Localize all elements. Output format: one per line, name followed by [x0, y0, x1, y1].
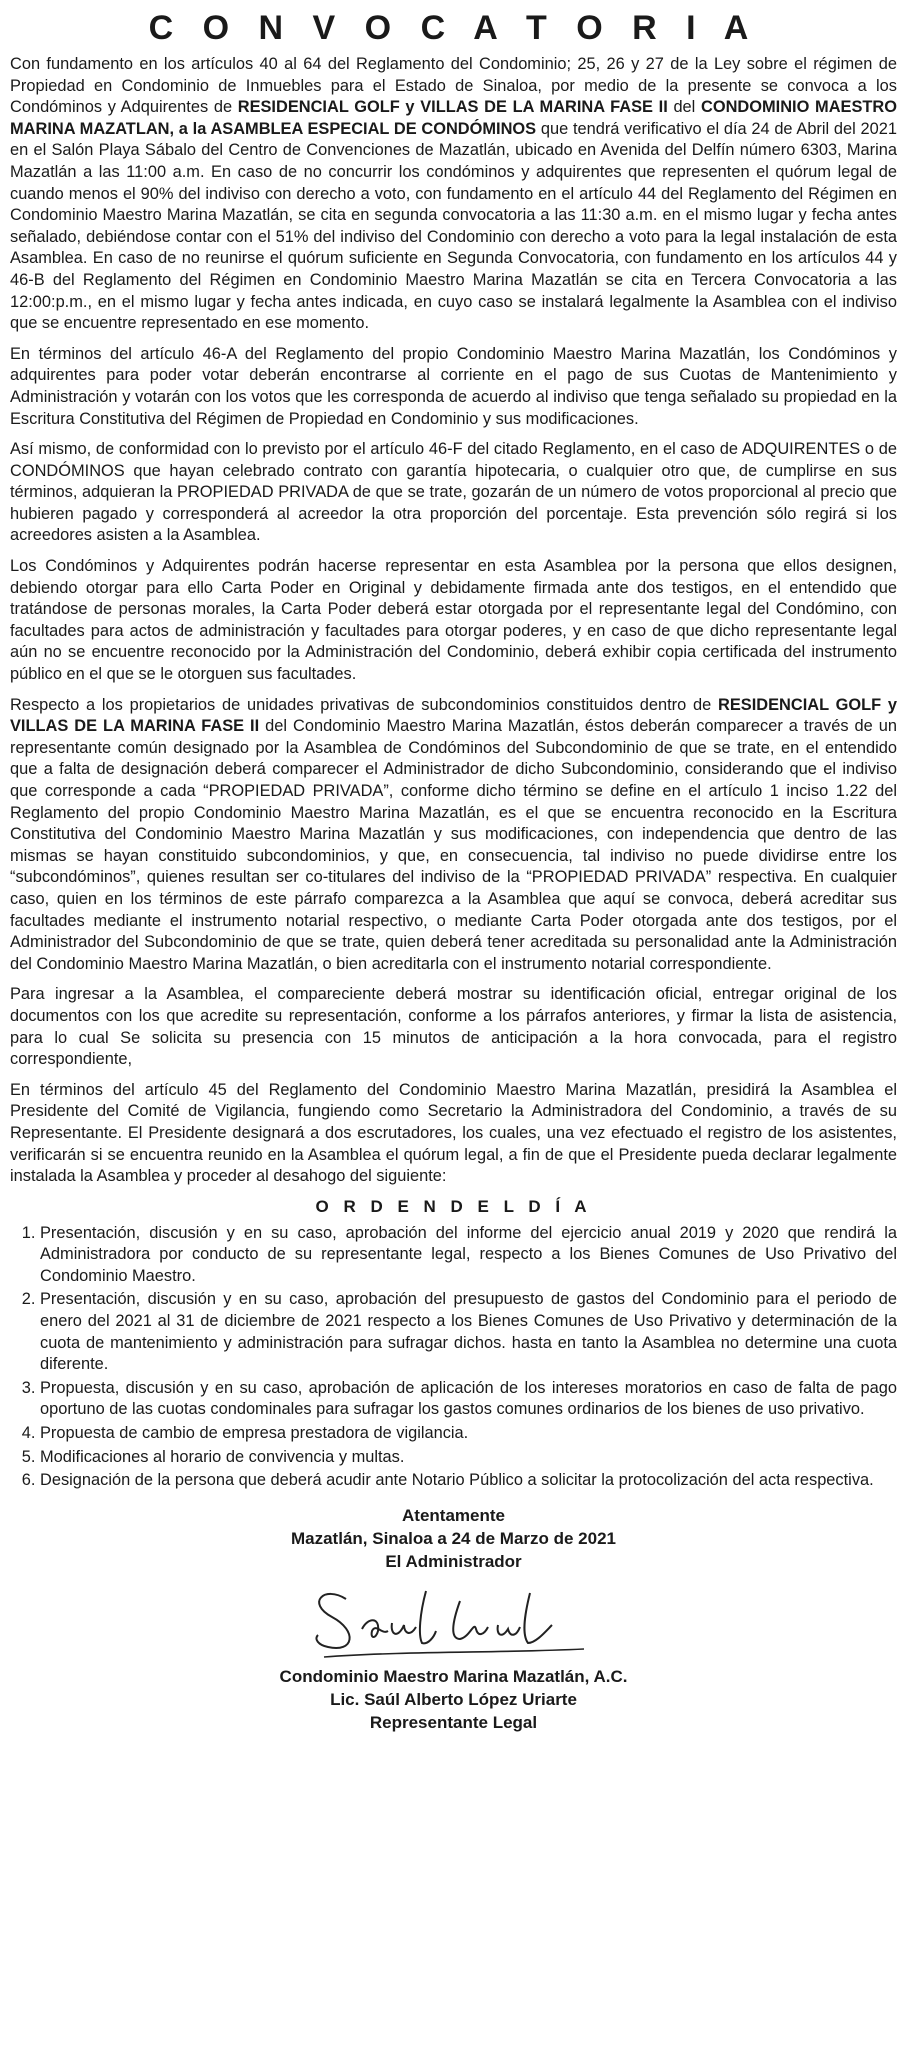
paragraph-voting-rights: En términos del artículo 46-A del Reglamento del propio Condominio Maestro Marina Mazatlán, los Condóminos y adquirentes para poder votar deberán encontrarse al corriente en el pago de sus Cuotas de Mantenimiento y Administración y votarán con los votos que les corresponda de acuerdo al indiviso que tenga señalado su propiedad en la Escritura Constitutiva del Régimen de Propiedad en Condominio y sus modificaciones. [10, 344, 897, 428]
agenda-item: 2. Presentación, discusión y en su caso, aprobación del presupuesto de gastos del Condominio para el periodo de enero del 2021 al 31 de diciembre de 2021 respecto a los Bienes Comunes de Uso Privativo y determinación de la cuota de mantenimiento y administración para sufragar dichos. hasta en tanto la Asamblea no determine una cuota diferente. [40, 1289, 897, 1375]
closing-block [10, 1504, 897, 1573]
closing-place-date: Mazatlán, Sinaloa a 24 de Marzo de 2021 [290, 1528, 617, 1548]
p1-text-2: del [667, 98, 701, 117]
p1-text-1: Con fundamento en los artículos 40 al 64 del Reglamento del Condominio; 25, 26 y 27 de la Ley sobre el régimen de Propiedad en Condominio de Inmuebles para el Estado de Sinaloa, por medio de la presente se convoca a los Condóminos y Adquirentes de [10, 55, 897, 117]
paragraph-entry: Para ingresar a la Asamblea, el compareciente deberá mostrar su identificación oficial, entregar original de los documentos con los que acredite su representación, conforme a los párrafos anteriores, y firmar la lista de asistencia, para lo cual Se solicita su presencia con 15 minutos de anticipación a la hora convocada, para el registro correspondiente, [10, 985, 897, 1069]
agenda-list [10, 1223, 897, 1492]
agenda-item: 5. Modificaciones al horario de convivencia y multas. [40, 1447, 897, 1469]
paragraph-convocation [10, 54, 897, 335]
p1-bold-2: CONDOMINIO MAESTRO MARINA MAZATLAN, a la ASAMBLEA ESPECIAL DE CONDÓMINOS [10, 98, 897, 138]
handwritten-signature [284, 1573, 624, 1665]
p5-text-1: Respecto a los propietarios de unidades privativas de subcondominios constituidos dentro de [10, 695, 719, 714]
page-title: C O N V O C A T O R I A [148, 9, 759, 47]
paragraph-subcondominiums [10, 695, 897, 976]
paragraph-presidency: En términos del artículo 45 del Reglamento del Condominio Maestro Marina Mazatlán, presidirá la Asamblea el Presidente del Comité de Vigilancia, fungiendo como Secretario la Administradora del Condominio, a través de su Representante. El Presidente designará a dos escrutadores, los cuales, una vez efectuado el registro de los asistentes, verificarán si se encuentra reunido en la Asamblea el quórum legal, a fin de que el Presidente pueda declarar legalmente instalada la Asamblea y proceder al desahogo del siguiente: [10, 1080, 897, 1186]
p1-text-3: que tendrá verificativo el día 24 de Abril del 2021 en el Salón Playa Sábalo del Centro de Convenciones de Mazatlán, ubicado en Avenida del Delfín número 6303, Marina Mazatlán a las 11:00 a.m. En caso de no concurrir los condóminos y adquirentes que representen el quórum legal de cuando menos el 90% del indiviso con derecho a voto, con fundamento en el artículo 44 del Reglamento del Régimen en Condominio Maestro Marina Mazatlán, se cita en segunda convocatoria a las 11:30 a.m. en el mismo lugar y fecha antes señalado, debiéndose contar con el 51% del indiviso del Condominio con derecho a voto para la legal instalación de esta Asamblea. En caso de no reunirse el quórum suficiente en Segunda Convocatoria, con fundamento en los artículos 44 y 46-B del Reglamento del Régimen en Condominio Maestro Marina Mazatlán se cita en Tercera Convocatoria a las 12:00:p.m., en el mismo lugar y fecha antes indicada, en cuyo caso se instalará legalmente la Asamblea con el indiviso que se encuentre representado en ese momento. [10, 119, 897, 333]
agenda-item: 6. Designación de la persona que deberá acudir ante Notario Público a solicitar la protocolización del acta respectiva. [40, 1470, 897, 1492]
signatory-title: Representante Legal [369, 1712, 538, 1732]
agenda-title: O R D E N D E L D Í A [315, 1196, 592, 1216]
paragraph-representation: Los Condóminos y Adquirentes podrán hacerse representar en esta Asamblea por la persona que ellos designen, debiendo otorgar para ello Carta Poder en Original y debidamente firmada ante dos testigos, en el entendido que tratándose de personas morales, la Carta Poder deberá estar otorgada por el representante legal del Condómino, con facultades para actos de administración y facultades para otorgar poderes, y en caso de que dicho representante legal aún no se encuentre reconocido por la Administración del Condominio, deberá exhibir copia certificada del instrumento público en el que se le otorguen sus facultades. [10, 557, 897, 684]
signatory-block [10, 1665, 897, 1734]
p5-bold-1: RESIDENCIAL GOLF y VILLAS DE LA MARINA FASE II [10, 695, 897, 736]
p5-text-2: del Condominio Maestro Marina Mazatlán, éstos deberán comparecer a través de un representante común designado por la Asamblea de Condóminos del Subcondominio de que se trate, en el entendido que a falta de designación deberá comparecer el Administrador de dicho Subcondominio, considerando que el indiviso que corresponde a cada “PROPIEDAD PRIVADA”, conforme dicho término se define en el artículo 1 inciso 1.22 del Reglamento del propio Condominio Maestro Marina Mazatlán, es el que se encuentra reconocido en la Escritura Constitutiva del Condominio Maestro Marina Mazatlán y sus modificaciones, con independencia que dentro de las mismas se hayan constituido subcondominios, y que, en consecuencia, tal indiviso no puede dividirse entre los “subcondóminos”, quienes resultan ser co-titulares del indiviso de la “PROPIEDAD PRIVADA” respectiva. En cualquier caso, quien en los términos de este párrafo comparezca a la Asamblea que aquí se convoca, deberá acreditar sus facultades mediante el instrumento notarial respectivo, o mediante Carta Poder otorgada ante dos testigos, por el Administrador del Subcondominio de que se trate, quien deberá tener acreditada su personalidad ante la Administración del Condominio Maestro Marina Mazatlán, o bien acreditarla con el instrumento notarial correspondiente. [10, 717, 898, 973]
signatory-organization: Condominio Maestro Marina Mazatlán, A.C. [279, 1666, 628, 1686]
signatory-name: Lic. Saúl Alberto López Uriarte [330, 1689, 577, 1709]
agenda-item: 1. Presentación, discusión y en su caso, aprobación del informe del ejercicio anual 2019 y 2020 que rendirá la Administradora por conducto de su representante legal, respecto a los Bienes Comunes de Uso Privativo del Condominio Maestro. [40, 1223, 897, 1288]
agenda-item: 4. Propuesta de cambio de empresa prestadora de vigilancia. [40, 1423, 897, 1445]
closing-role: El Administrador [385, 1551, 522, 1571]
closing-greeting: Atentamente [402, 1505, 505, 1525]
p1-bold-1: RESIDENCIAL GOLF y VILLAS DE LA MARINA FASE II [237, 98, 668, 117]
agenda-item: 3. Propuesta, discusión y en su caso, aprobación de aplicación de los intereses moratorios en caso de falta de pago oportuno de las cuotas condominales para sufragar los gastos comunes ordinarios de los bienes de uso privativo. [40, 1378, 897, 1421]
paragraph-acquirers: Así mismo, de conformidad con lo previsto por el artículo 46-F del citado Reglamento, en el caso de ADQUIRENTES o de CONDÓMINOS que hayan celebrado contrato con garantía hipotecaria, o cualquier otro que, de cumplirse en sus términos, adquieran la PROPIEDAD PRIVADA de que se trate, gozarán de un número de votos proporcional al precio que hubieren pagado y corresponderá al acreedor la otra proporción del porcentaje. Esta prevención sólo regirá si los acreedores asisten a la Asamblea. [10, 440, 897, 545]
